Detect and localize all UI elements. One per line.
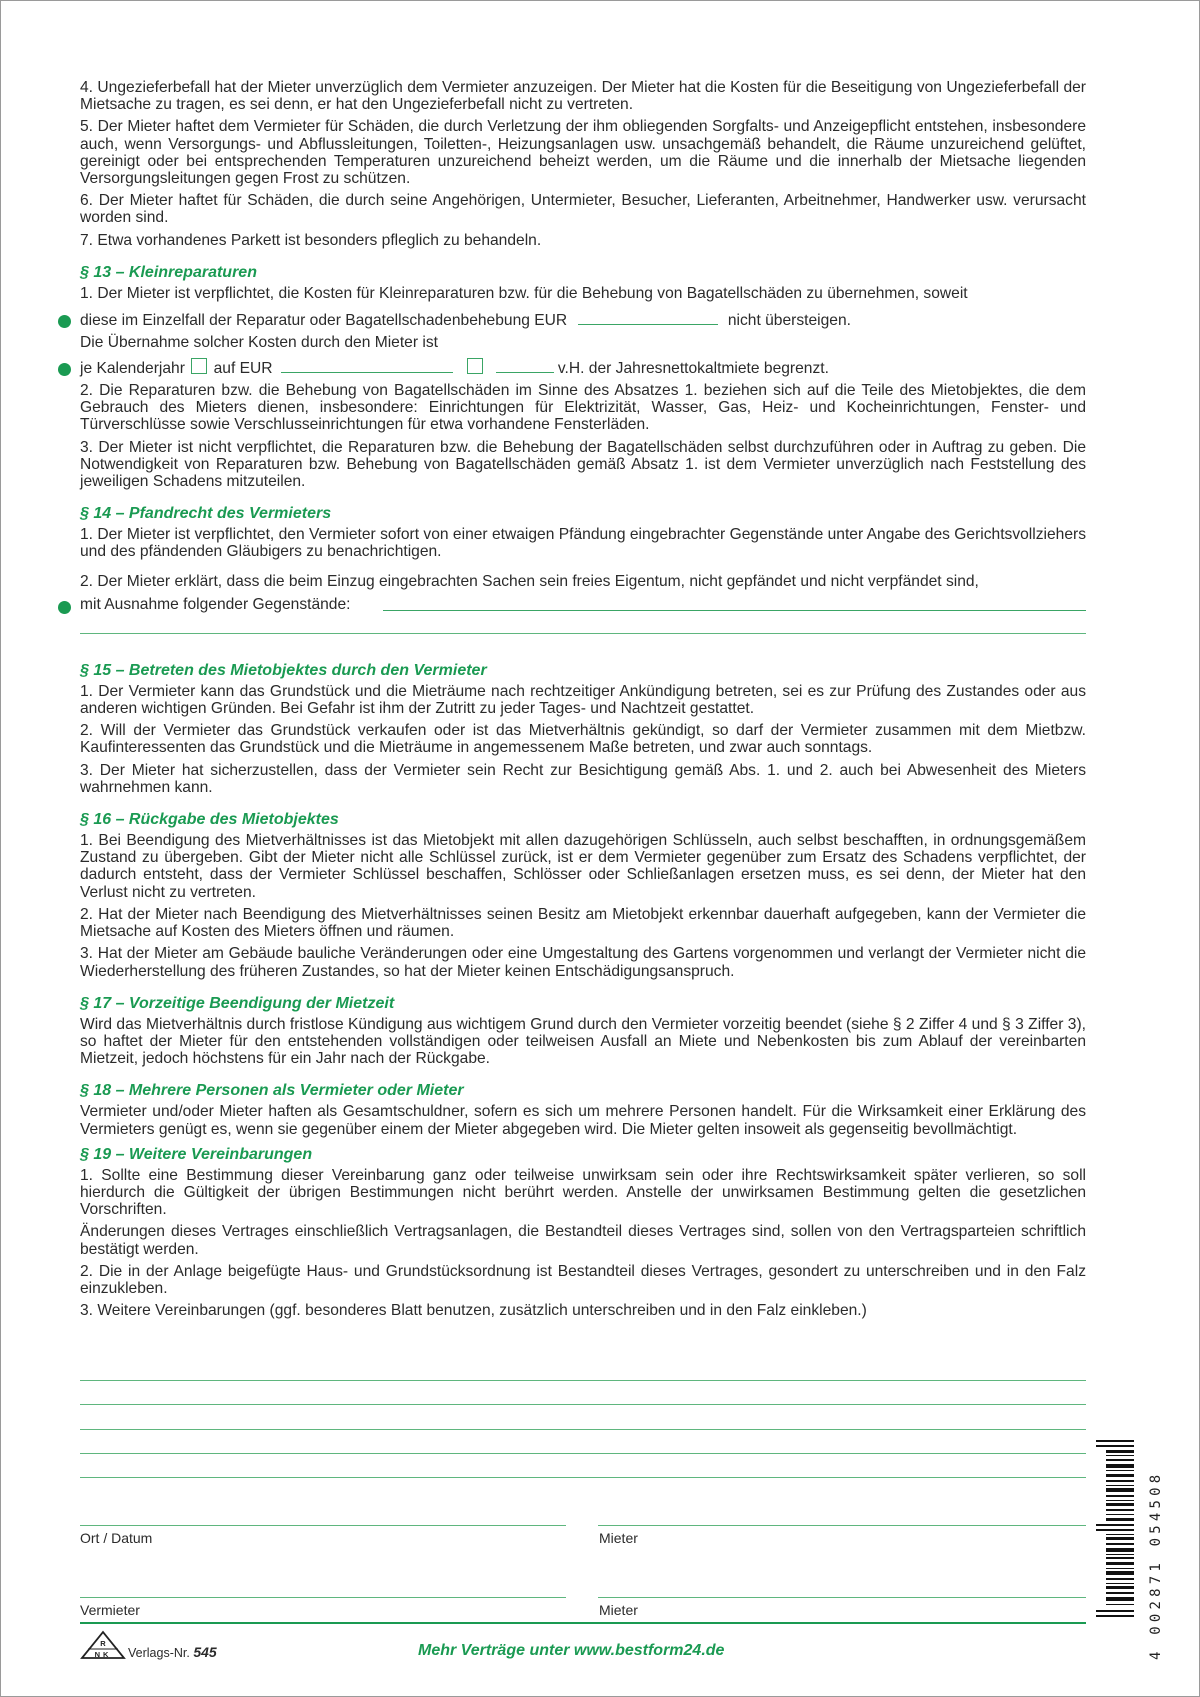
paragraph: 3. Der Mieter hat sicherzustellen, dass der Vermieter sein Recht zur Besichtigung gemäß Abs. 1. und 2. auch bei Abwesenheit des Mieters wahrnehmen kann. — [80, 761, 1086, 796]
paragraph: Wird das Mietverhältnis durch fristlose Kündigung aus wichtigem Grund durch den Vermieter vorzeitig beendet (siehe § 2 Ziffer 4 und § 3 Ziffer 3), so haftet der Mieter für den entstehenden vollständigen oder teilweisen Ausfall an Miete und Nebenkosten bis zum Ablauf der vereinbarten Mietzeit, jedoch höchstens für ein Jahr nach der Rückgabe. — [80, 1015, 1086, 1068]
paragraph: 2. Die Reparaturen bzw. die Behebung von Bagatellschäden im Sinne des Absatzes 1. beziehen sich auf die Teile des Mietobjektes, die dem Gebrauch des Mieters dienen, insbesondere: Einrichtungen für Elektrizität, Wasser, Gas, Heiz- und Kocheinrichtungen, Fenster- und Türverschlüsse sowie Verschlusseinrichtungen für etwa vorhandene Fensterläden. — [80, 382, 1086, 434]
repair-limit-suffix: nicht übersteigen. — [727, 312, 851, 330]
agreement-line[interactable] — [80, 1404, 1086, 1405]
annual-percent-suffix: v.H. der Jahresnettokaltmiete begrenzt. — [557, 360, 829, 378]
cost-assumption-line — [80, 334, 1086, 358]
cost-assumption-label: Die Übernahme solcher Kosten durch den Mieter ist — [80, 334, 438, 352]
annual-limit-eur-field[interactable] — [281, 358, 453, 373]
paragraph: 7. Etwa vorhandenes Parkett ist besonders pfleglich zu behandeln. — [80, 231, 542, 249]
paragraph: 3. Der Mieter ist nicht verpflichtet, die Reparaturen bzw. die Behebung der Bagatellschäden selbst durchzuführen oder in Auftrag zu geben. Die Notwendigkeit von Reparaturen bzw. Behebung von Bagatellschäden gemäß Absatz 1. ist dem Vermieter unverzüglich nach Feststellung des jeweiligen Schadens mitzuteilen. — [80, 438, 1086, 491]
vermieter-label: Vermieter — [80, 1602, 140, 1618]
paragraph: 3. Weitere Vereinbarungen (ggf. besonderes Blatt benutzen, zusätzlich unterschreiben und in den Falz einkleben.) — [80, 1302, 867, 1320]
annual-eur-label: auf EUR — [213, 360, 273, 378]
paragraph: 1. Der Vermieter kann das Grundstück und die Mieträume nach rechtzeitiger Ankündigung betreten, sei es zur Prüfung des Zustandes oder aus anderen wichtigen Gründen. Bei Gefahr ist ihm der Zutritt zu jeder Tages- und Nachtzeit gestattet. — [80, 682, 1086, 718]
agreement-line[interactable] — [80, 1453, 1086, 1454]
fill-marker-icon — [58, 363, 71, 376]
paragraph: Vermieter und/oder Mieter haften als Gesamtschuldner, sofern es sich um mehrere Personen handelt. Für die Wirksamkeit einer Erklärung des Vermieters genügt es, wenn sie gegenüber einem der Mieter abgegeben wird. Die Mieter gelten insoweit als gegenseitig bevollmächtigt. — [80, 1103, 1086, 1138]
agreement-line[interactable] — [80, 1429, 1086, 1430]
ort-datum-label: Ort / Datum — [80, 1530, 153, 1546]
paragraph: 6. Der Mieter haftet für Schäden, die durch seine Angehörigen, Untermieter, Besucher, Lieferanten, Arbeitnehmer, Handwerker usw. verursacht worden sind. — [80, 192, 1086, 227]
agreement-line[interactable] — [80, 1380, 1086, 1381]
exceptions-extra-line — [80, 620, 1086, 640]
paragraph: 2. Der Mieter erklärt, dass die beim Einzug eingebrachten Sachen sein freies Eigentum, nicht gepfändet und nicht verpfändet sind, — [80, 572, 979, 590]
annual-limit-line — [80, 358, 1086, 382]
agreement-line[interactable] — [80, 1477, 1086, 1478]
annual-limit-percent-field[interactable] — [496, 358, 554, 373]
barcode-icon — [1096, 1440, 1134, 1618]
exceptions-label: mit Ausnahme folgender Gegenstände: — [80, 595, 351, 613]
mieter-signature-line-2[interactable] — [598, 1597, 1086, 1598]
paragraph: Änderungen dieses Vertrages einschließlich Vertragsanlagen, die Bestandteil dieses Vertrages sind, sollen von den Vertragsparteien schriftlich bestätigt werden. — [80, 1223, 1086, 1258]
footer-rule — [80, 1622, 1086, 1624]
eur-option-checkbox[interactable] — [191, 358, 207, 374]
fill-marker-icon — [58, 315, 71, 328]
fill-marker-icon — [58, 601, 71, 614]
mieter-label-2: Mieter — [599, 1602, 638, 1618]
svg-text:R: R — [100, 1639, 106, 1648]
exceptions-field-2[interactable] — [80, 633, 1086, 634]
section-heading-13: § 13 – Kleinreparaturen — [80, 263, 257, 281]
contract-body — [80, 79, 1086, 1324]
paragraph: 2. Die in der Anlage beigefügte Haus- und Grundstücksordnung ist Bestandteil dieses Vertrages, gesondert zu unterschreiben und in den Falz einzukleben. — [80, 1262, 1086, 1297]
section-heading-14: § 14 – Pfandrecht des Vermieters — [80, 505, 332, 523]
mieter-signature-line-1[interactable] — [598, 1525, 1086, 1526]
paragraph: 4. Ungezieferbefall hat der Mieter unverzüglich dem Vermieter anzuzeigen. Der Mieter hat die Kosten für die Beseitigung von Ungezieferbefall der Mietsache zu tragen, es sei denn, er hat den Ungezieferbefall nicht zu vertreten. — [80, 79, 1086, 114]
vermieter-signature-line[interactable] — [80, 1597, 566, 1598]
repair-limit-label: diese im Einzelfall der Reparatur oder Bagatellschadenbehebung EUR — [80, 312, 568, 330]
paragraph: 5. Der Mieter haftet dem Vermieter für Schäden, die durch Verletzung der ihm obliegenden Sorgfalts- und Anzeigepflicht entstehen, insbesondere auch, wenn Versorgungs- und Abflussleitungen, Toiletten-, Heizungsanlagen usw. unsachgemäß behandelt, die Räume unzureichend gelüftet, gereinigt oder bei entsprechenden Temperaturen unzureichend beheizt werden, um die Räume und die innerhalb der Mietsache liegenden Versorgungsleitungen gegen Frost zu schützen. — [80, 118, 1086, 188]
section-heading-15: § 15 – Betreten des Mietobjektes durch den Vermieter — [80, 661, 487, 679]
paragraph: 1. Der Mieter ist verpflichtet, die Kosten für Kleinreparaturen bzw. für die Behebung von Bagatellschäden zu übernehmen, soweit — [80, 284, 968, 302]
paragraph: 2. Hat der Mieter nach Beendigung des Mietverhältnisses seinen Besitz am Mietobjekt erkennbar dauerhaft aufgegeben, kann der Vermieter die Mietsache auf Kosten des Mieters öffnen und räumen. — [80, 905, 1086, 941]
annual-limit-label: je Kalenderjahr — [80, 360, 185, 378]
paragraph: 1. Der Mieter ist verpflichtet, den Vermieter sofort von einer etwaigen Pfändung eingebrachter Gegenstände unter Angabe des Gerichtsvollziehers und des pfändenden Gläubigers zu benachrichtigen. — [80, 526, 1086, 561]
paragraph: 1. Sollte eine Bestimmung dieser Vereinbarung ganz oder teilweise unwirksam sein oder ihre Rechtswirksamkeit später verlieren, so soll hierdurch die Gültigkeit der übrigen Bestimmungen nicht berührt werden. Anstelle der unwirksamen Bestimmung gelten die gesetzlichen Vorschriften. — [80, 1166, 1086, 1219]
publisher-number — [128, 1644, 217, 1660]
rnk-logo-icon — [80, 1630, 126, 1660]
promo-link[interactable]: Mehr Verträge unter www.bestform24.de — [418, 1642, 725, 1659]
exceptions-field[interactable] — [383, 596, 1086, 611]
publisher-number-value: 545 — [193, 1644, 217, 1660]
top-paragraphs — [80, 79, 1086, 249]
paragraph: 1. Bei Beendigung des Mietverhältnisses ist das Mietobjekt mit allen dazugehörigen Schlüsseln, auch selbst beschafften, in ordnungsgemäßem Zustand zu übergeben. Gibt der Mieter nicht alle Schlüssel zurück, ist er dem Vermieter gegenüber zum Ersatz des Schadens verpflichtet, der dadurch entsteht, dass der Vermieter Schlüssel beschaffen, Schlösser oder Schließanlagen ersetzen muss, es sei denn, der Mieter hat den Verlust nicht zu vertreten. — [80, 832, 1086, 901]
ort-datum-signature-line[interactable] — [80, 1525, 566, 1526]
publisher-number-label: Verlags-Nr. — [128, 1646, 190, 1660]
repair-limit-line — [80, 310, 1086, 334]
section-heading-18: § 18 – Mehrere Personen als Vermieter oder Mieter — [80, 1082, 464, 1100]
section-heading-16: § 16 – Rückgabe des Mietobjektes — [80, 811, 339, 829]
paragraph: 3. Hat der Mieter am Gebäude bauliche Veränderungen oder eine Umgestaltung des Gartens vorgenommen und verlangt der Vermieter nicht die Wiederherstellung des früheren Zustandes, so hat der Mieter keinen Entschädigungsanspruch. — [80, 945, 1086, 980]
section-heading-19: § 19 – Weitere Vereinbarungen — [80, 1145, 313, 1163]
exceptions-line — [80, 596, 1086, 620]
percent-option-checkbox[interactable] — [467, 358, 483, 374]
svg-text:NK: NK — [94, 1650, 112, 1659]
section-heading-17: § 17 – Vorzeitige Beendigung der Mietzeit — [80, 994, 395, 1012]
mieter-label-1: Mieter — [599, 1530, 638, 1546]
barcode-number: 4 002871 054508 — [1148, 1470, 1164, 1660]
repair-limit-eur-field[interactable] — [578, 310, 718, 325]
paragraph: 2. Will der Vermieter das Grundstück verkaufen oder ist das Mietverhältnis gekündigt, so darf der Vermieter zusammen mit dem Mietbzw. Kaufinteressenten das Grundstück und die Mieträume in angemessenem Maße betreten, und zwar auch sonntags. — [80, 722, 1086, 757]
